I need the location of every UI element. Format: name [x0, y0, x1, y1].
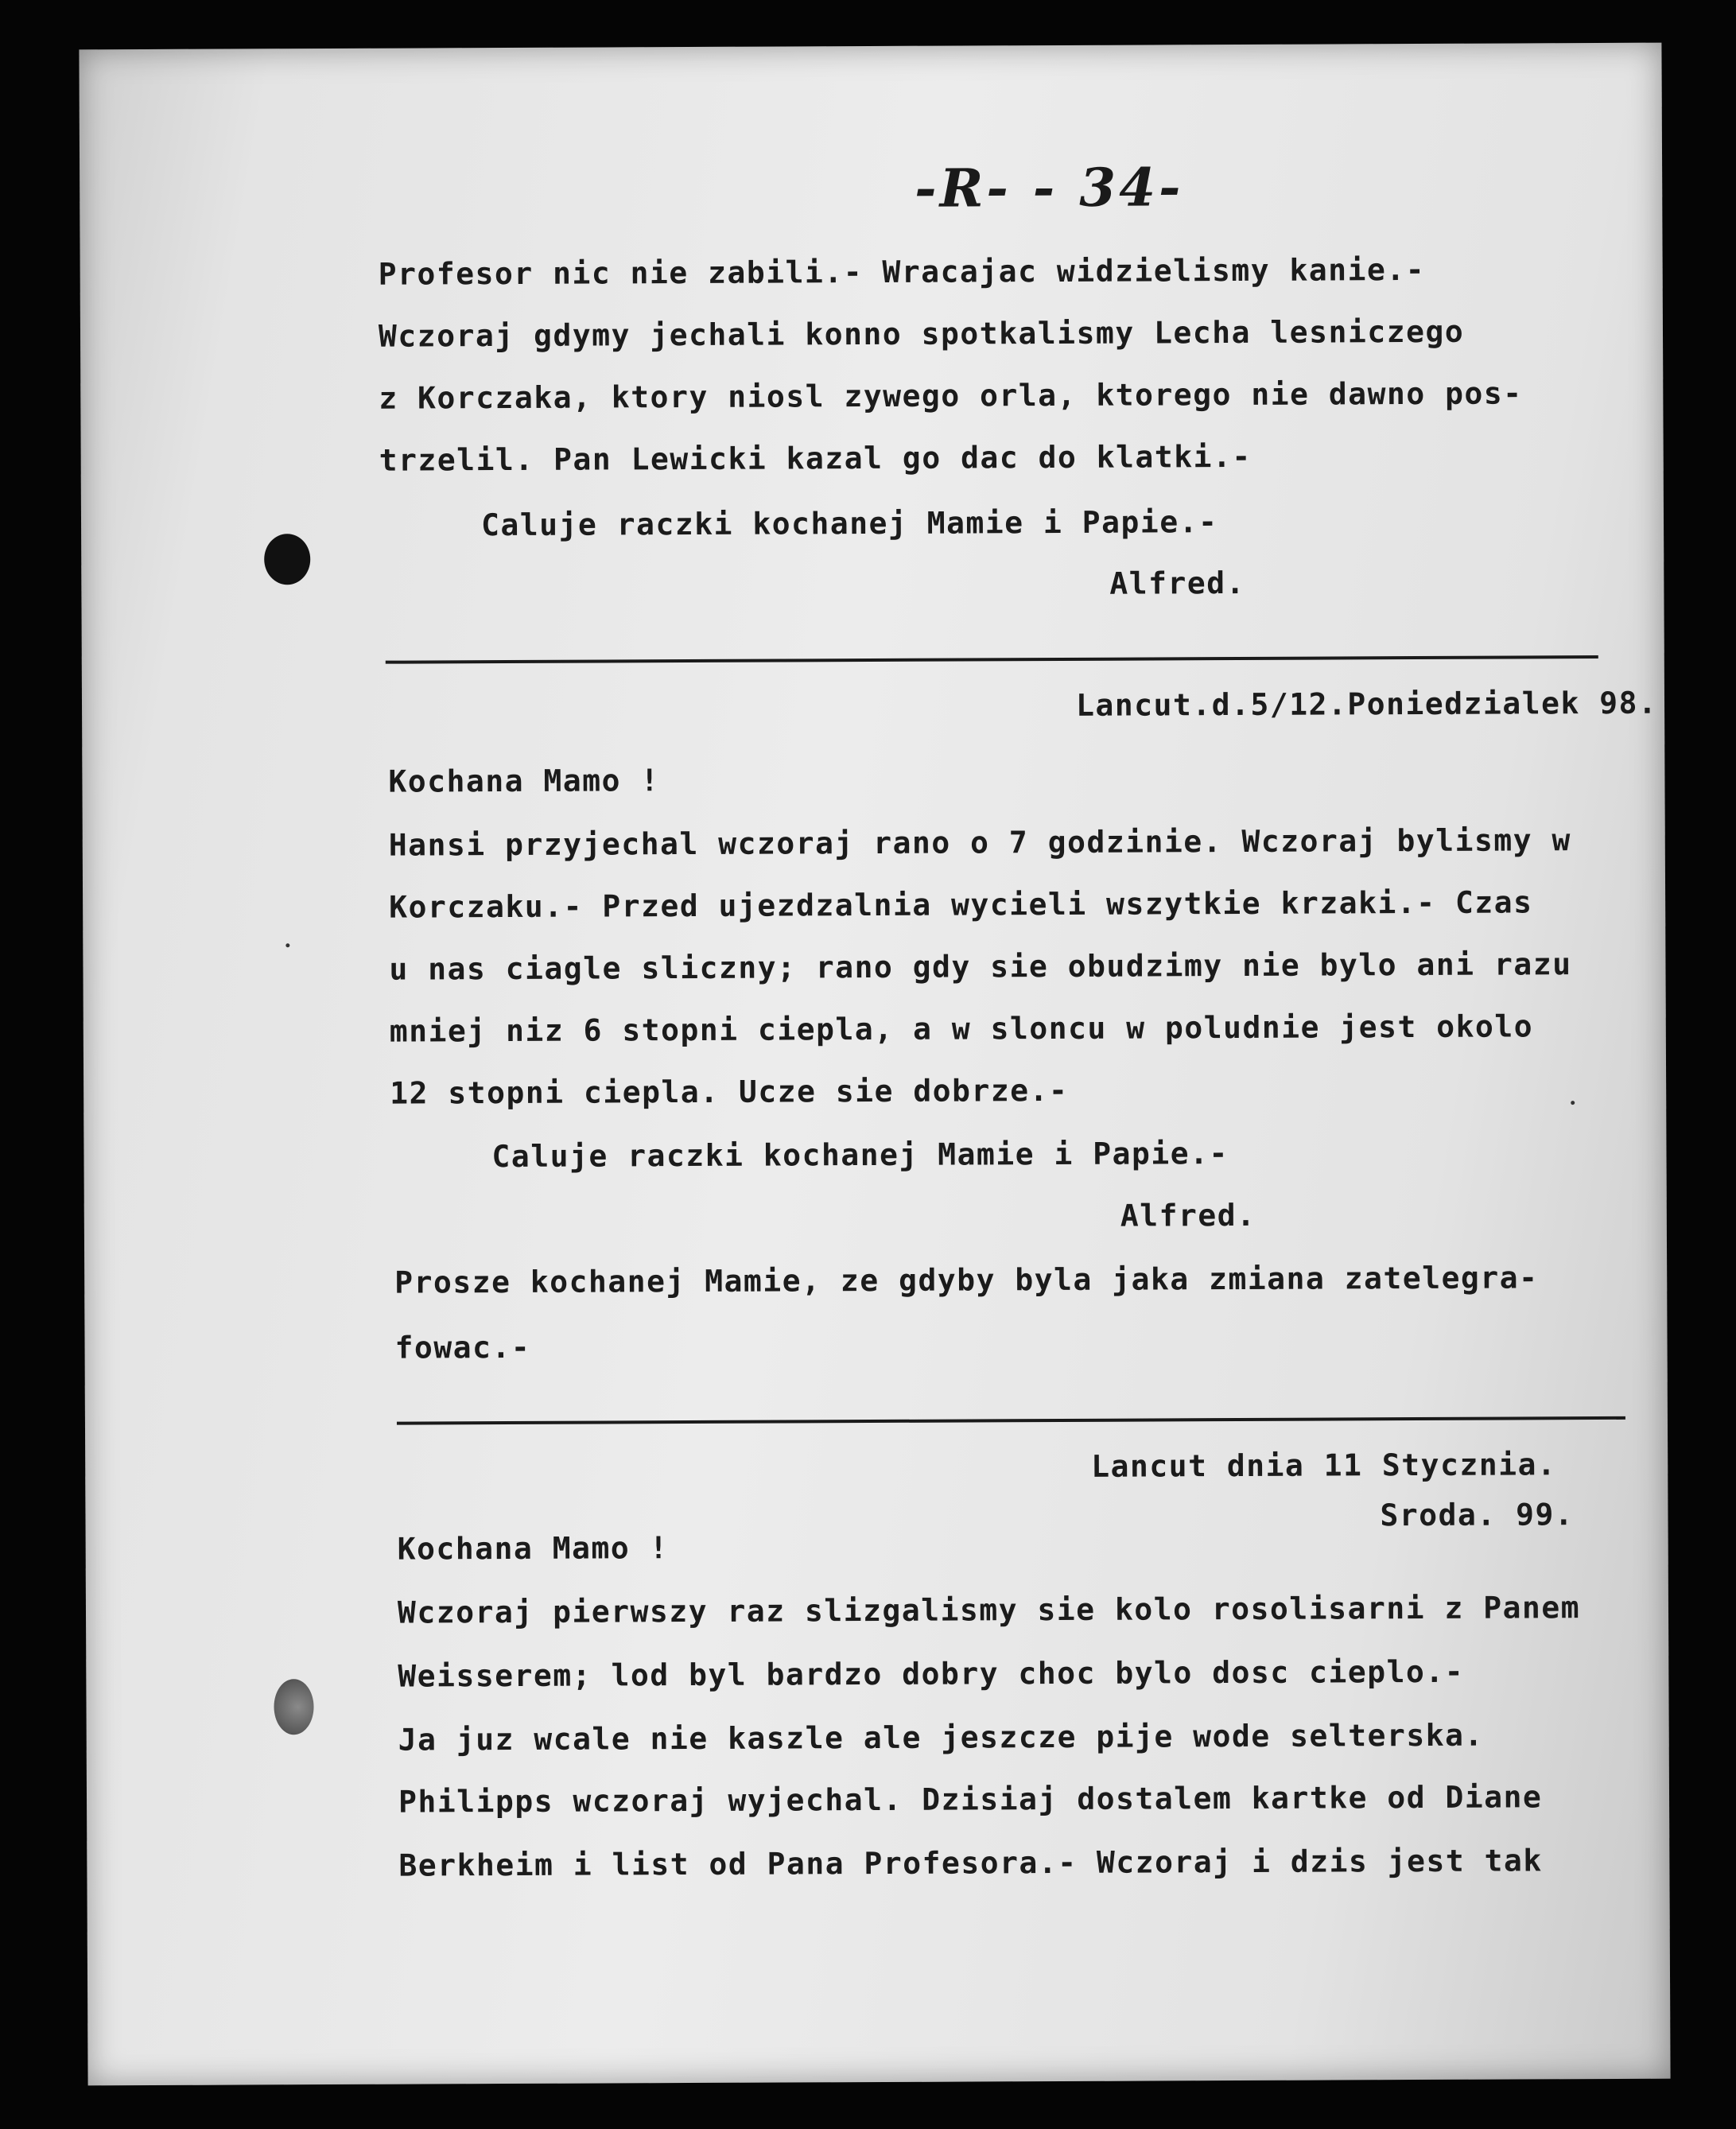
letter2-line: u nas ciagle sliczny; rano gdy sie obudzimy nie bylo ani razu: [389, 946, 1572, 987]
letter1-signature: Alfred.: [1109, 565, 1246, 601]
speck: [285, 943, 289, 947]
letter1-line: trzelil. Pan Lewicki kazal go dac do klatki.-: [379, 438, 1252, 478]
page-number: -R- - 34-: [915, 156, 1184, 220]
letter2-line: 12 stopni ciepla. Ucze sie dobrze.-: [390, 1072, 1069, 1111]
letter2-signature: Alfred.: [1120, 1197, 1256, 1233]
letter1-line: Profesor nic nie zabili.- Wracajac widzielismy kanie.-: [378, 251, 1426, 292]
speck: [1571, 1101, 1575, 1105]
letter1-line: Wczoraj gdymy jechali konno spotkalismy Lecha lesniczego: [378, 313, 1465, 354]
letter2-postscript-line: fowac.-: [394, 1329, 531, 1366]
letter3-salutation: Kochana Mamo !: [397, 1530, 670, 1567]
letter2-line: Korczaku.- Przed ujezdzalnia wycieli wszytkie krzaki.- Czas: [389, 884, 1533, 925]
letter2-line: Hansi przyjechal wczoraj rano o 7 godzinie. Wczoraj bylismy w: [388, 822, 1571, 863]
letter1-line: z Korczaka, ktory niosl zywego orla, ktorego nie dawno pos-: [379, 375, 1523, 416]
letter3-line: Ja juz wcale nie kaszle ale jeszcze pije wode selterska.: [398, 1717, 1484, 1758]
letter3-date-line1: Lancut dnia 11 Stycznia.: [1091, 1447, 1557, 1484]
letter2-line: mniej niz 6 stopni ciepla, a w sloncu w poludnie jest okolo: [389, 1008, 1534, 1049]
letter2-closing: Caluje raczki kochanej Mamie i Papie.-: [491, 1136, 1229, 1175]
letter1-closing: Caluje raczki kochanej Mamie i Papie.-: [480, 504, 1218, 543]
letter3-date-line2: Sroda. 99.: [1380, 1497, 1575, 1533]
paper-sheet: [79, 43, 1670, 2086]
separator-rule: [397, 1416, 1625, 1425]
separator-rule: [386, 655, 1598, 664]
punch-hole-top: [264, 534, 310, 585]
letter2-date: Lancut.d.5/12.Poniedzialek 98.: [1075, 685, 1658, 723]
letter3-line: Philipps wczoraj wyjechal. Dzisiaj dostalem kartke od Diane: [398, 1779, 1543, 1820]
letter3-line: Wczoraj pierwszy raz slizgalismy sie kolo rosolisarni z Panem: [397, 1590, 1581, 1630]
letter3-line: Berkheim i list od Pana Profesora.- Wczoraj i dzis jest tak: [398, 1843, 1543, 1883]
letter3-line: Weisserem; lod byl bardzo dobry choc bylo dosc cieplo.-: [398, 1653, 1465, 1694]
punch-hole-bottom: [274, 1679, 313, 1735]
letter2-salutation: Kochana Mamo !: [388, 763, 660, 799]
letter2-postscript-line: Prosze kochanej Mamie, ze gdyby byla jaka zmiana zatelegra-: [394, 1260, 1539, 1300]
